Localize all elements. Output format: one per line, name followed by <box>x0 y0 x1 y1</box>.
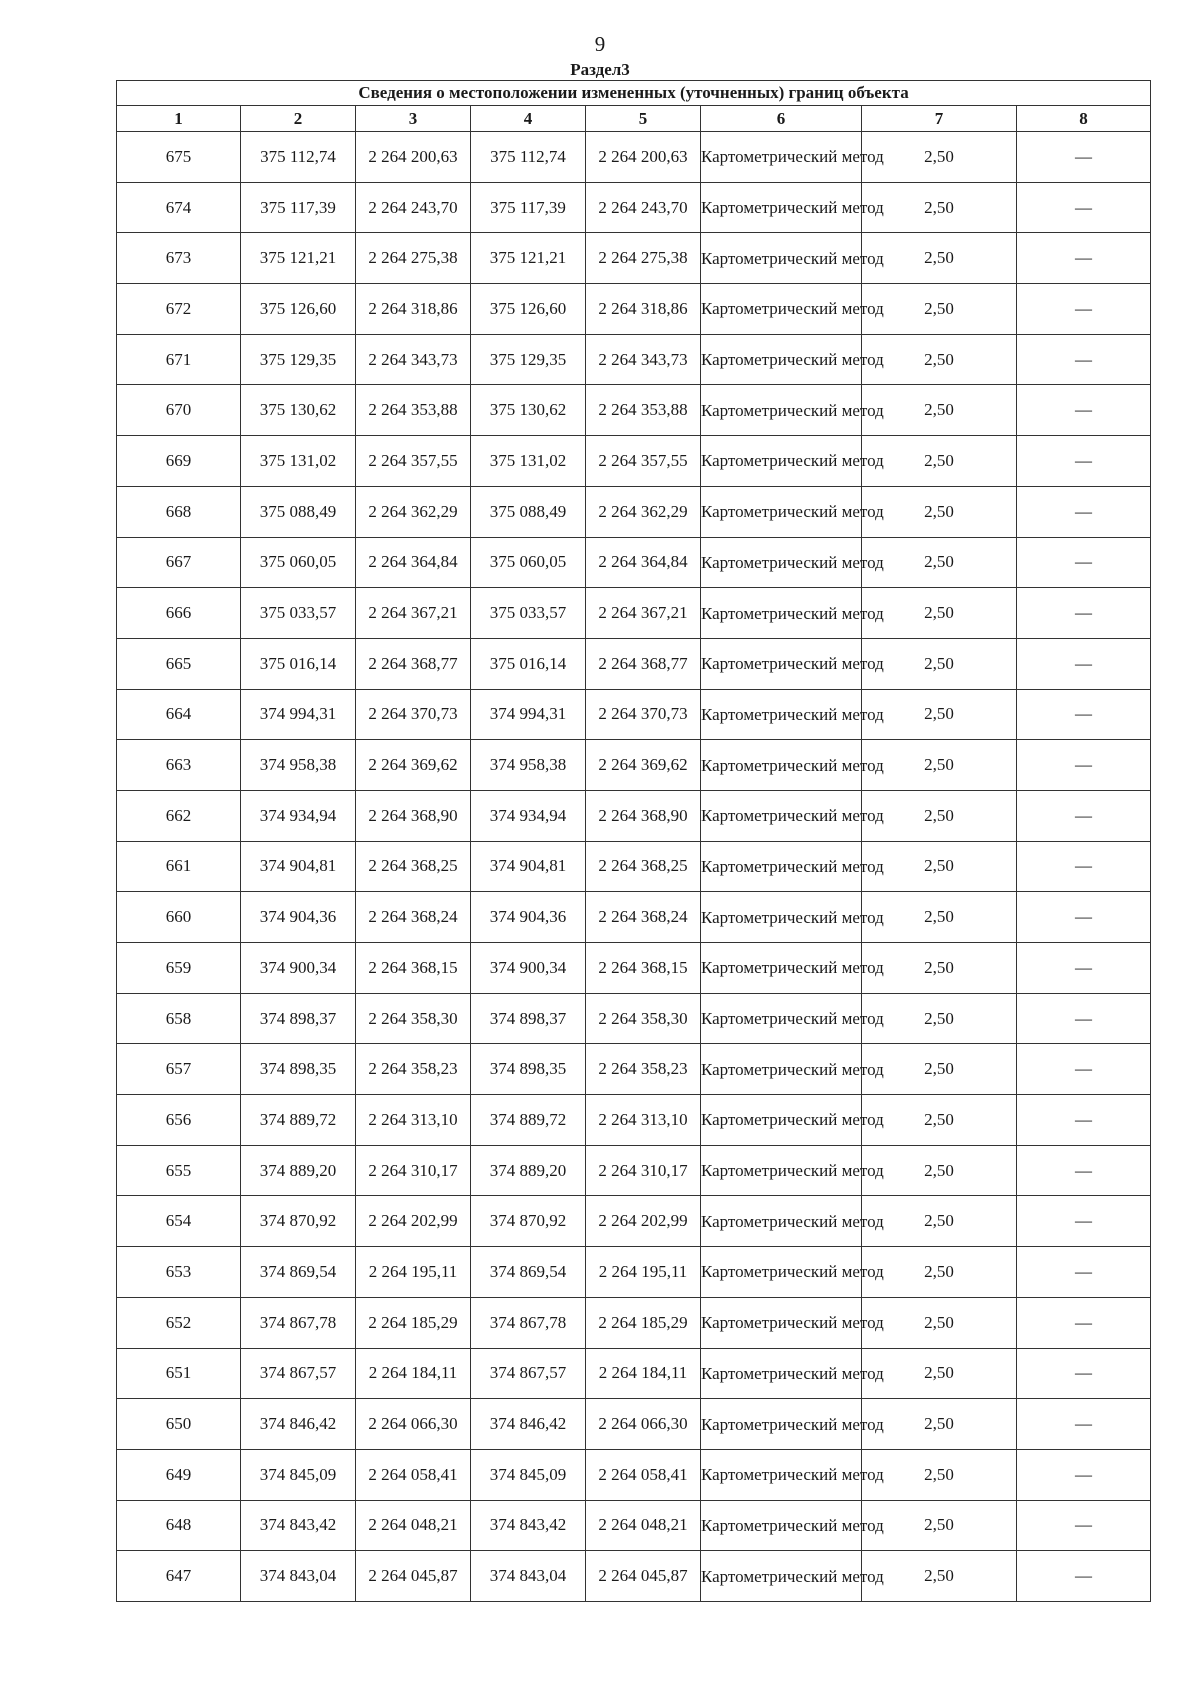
table-row <box>117 1044 1151 1095</box>
cell-x-coordinate-new: 375 117,39 <box>471 182 586 233</box>
cell-point-number: 674 <box>117 182 241 233</box>
table-row <box>117 790 1151 841</box>
cell-note: — <box>1017 1095 1151 1146</box>
cell-y-coordinate-new: 2 264 358,30 <box>586 993 701 1044</box>
cell-note: — <box>1017 1044 1151 1095</box>
cell-y-coordinate-old: 2 264 357,55 <box>356 436 471 487</box>
cell-note: — <box>1017 1196 1151 1247</box>
cell-x-coordinate-new: 375 126,60 <box>471 284 586 335</box>
table-caption: Сведения о местоположении измененных (уточненных) границ объекта <box>117 81 1151 106</box>
cell-y-coordinate-old: 2 264 369,62 <box>356 740 471 791</box>
table-row <box>117 740 1151 791</box>
cell-accuracy: 2,50 <box>862 689 1017 740</box>
cell-accuracy: 2,50 <box>862 385 1017 436</box>
cell-y-coordinate-old: 2 264 184,11 <box>356 1348 471 1399</box>
cell-x-coordinate-old: 374 898,37 <box>241 993 356 1044</box>
table-row <box>117 1399 1151 1450</box>
cell-note: — <box>1017 740 1151 791</box>
cell-y-coordinate-old: 2 264 358,30 <box>356 993 471 1044</box>
cell-accuracy: 2,50 <box>862 993 1017 1044</box>
cell-note: — <box>1017 132 1151 183</box>
cell-accuracy: 2,50 <box>862 790 1017 841</box>
cell-point-number: 647 <box>117 1551 241 1602</box>
table-row <box>117 993 1151 1044</box>
cell-y-coordinate-new: 2 264 318,86 <box>586 284 701 335</box>
cell-y-coordinate-new: 2 264 185,29 <box>586 1297 701 1348</box>
column-header: 8 <box>1017 106 1151 132</box>
cell-accuracy: 2,50 <box>862 284 1017 335</box>
table-row <box>117 233 1151 284</box>
column-header: 6 <box>701 106 862 132</box>
cell-x-coordinate-new: 375 016,14 <box>471 638 586 689</box>
cell-y-coordinate-old: 2 264 368,90 <box>356 790 471 841</box>
cell-accuracy: 2,50 <box>862 486 1017 537</box>
table-row <box>117 132 1151 183</box>
cell-point-number: 661 <box>117 841 241 892</box>
cell-method: Картометрический метод <box>701 638 862 689</box>
cell-point-number: 662 <box>117 790 241 841</box>
cell-method: Картометрический метод <box>701 1297 862 1348</box>
cell-y-coordinate-old: 2 264 066,30 <box>356 1399 471 1450</box>
cell-y-coordinate-old: 2 264 318,86 <box>356 284 471 335</box>
coordinates-table <box>116 80 1151 1602</box>
cell-x-coordinate-new: 374 898,37 <box>471 993 586 1044</box>
cell-y-coordinate-new: 2 264 195,11 <box>586 1247 701 1298</box>
cell-note: — <box>1017 385 1151 436</box>
cell-x-coordinate-new: 375 060,05 <box>471 537 586 588</box>
cell-x-coordinate-new: 374 843,04 <box>471 1551 586 1602</box>
table-row <box>117 537 1151 588</box>
cell-method: Картометрический метод <box>701 233 862 284</box>
cell-method: Картометрический метод <box>701 943 862 994</box>
cell-x-coordinate-old: 374 846,42 <box>241 1399 356 1450</box>
cell-x-coordinate-new: 374 867,57 <box>471 1348 586 1399</box>
cell-method: Картометрический метод <box>701 841 862 892</box>
cell-point-number: 675 <box>117 132 241 183</box>
cell-y-coordinate-old: 2 264 195,11 <box>356 1247 471 1298</box>
cell-method: Картометрический метод <box>701 740 862 791</box>
cell-x-coordinate-old: 374 898,35 <box>241 1044 356 1095</box>
cell-method: Картометрический метод <box>701 1044 862 1095</box>
cell-y-coordinate-old: 2 264 370,73 <box>356 689 471 740</box>
table-row <box>117 385 1151 436</box>
column-header: 1 <box>117 106 241 132</box>
cell-note: — <box>1017 993 1151 1044</box>
cell-y-coordinate-new: 2 264 058,41 <box>586 1449 701 1500</box>
column-header: 2 <box>241 106 356 132</box>
cell-point-number: 650 <box>117 1399 241 1450</box>
cell-y-coordinate-new: 2 264 200,63 <box>586 132 701 183</box>
cell-point-number: 648 <box>117 1500 241 1551</box>
cell-x-coordinate-old: 375 131,02 <box>241 436 356 487</box>
page-number: 9 <box>594 32 606 56</box>
cell-accuracy: 2,50 <box>862 1500 1017 1551</box>
cell-note: — <box>1017 790 1151 841</box>
cell-x-coordinate-new: 374 843,42 <box>471 1500 586 1551</box>
cell-method: Картометрический метод <box>701 1399 862 1450</box>
cell-note: — <box>1017 841 1151 892</box>
cell-method: Картометрический метод <box>701 892 862 943</box>
cell-x-coordinate-old: 375 088,49 <box>241 486 356 537</box>
table-body <box>117 132 1151 1602</box>
cell-note: — <box>1017 943 1151 994</box>
cell-y-coordinate-old: 2 264 353,88 <box>356 385 471 436</box>
cell-point-number: 665 <box>117 638 241 689</box>
table-row <box>117 486 1151 537</box>
cell-method: Картометрический метод <box>701 537 862 588</box>
cell-y-coordinate-new: 2 264 369,62 <box>586 740 701 791</box>
cell-x-coordinate-new: 374 934,94 <box>471 790 586 841</box>
cell-note: — <box>1017 1551 1151 1602</box>
cell-x-coordinate-new: 374 958,38 <box>471 740 586 791</box>
cell-x-coordinate-old: 374 869,54 <box>241 1247 356 1298</box>
cell-x-coordinate-old: 374 900,34 <box>241 943 356 994</box>
cell-method: Картометрический метод <box>701 790 862 841</box>
cell-y-coordinate-old: 2 264 185,29 <box>356 1297 471 1348</box>
cell-method: Картометрический метод <box>701 1196 862 1247</box>
table-row <box>117 1500 1151 1551</box>
cell-accuracy: 2,50 <box>862 1095 1017 1146</box>
cell-y-coordinate-old: 2 264 275,38 <box>356 233 471 284</box>
cell-method: Картометрический метод <box>701 1449 862 1500</box>
cell-point-number: 652 <box>117 1297 241 1348</box>
cell-x-coordinate-new: 374 900,34 <box>471 943 586 994</box>
cell-y-coordinate-new: 2 264 310,17 <box>586 1145 701 1196</box>
cell-x-coordinate-new: 374 889,72 <box>471 1095 586 1146</box>
cell-note: — <box>1017 1348 1151 1399</box>
cell-accuracy: 2,50 <box>862 132 1017 183</box>
cell-y-coordinate-old: 2 264 367,21 <box>356 588 471 639</box>
cell-point-number: 658 <box>117 993 241 1044</box>
table-row <box>117 1095 1151 1146</box>
cell-x-coordinate-new: 374 889,20 <box>471 1145 586 1196</box>
cell-accuracy: 2,50 <box>862 1399 1017 1450</box>
cell-method: Картометрический метод <box>701 284 862 335</box>
cell-accuracy: 2,50 <box>862 638 1017 689</box>
cell-accuracy: 2,50 <box>862 233 1017 284</box>
cell-note: — <box>1017 1145 1151 1196</box>
cell-x-coordinate-old: 374 904,81 <box>241 841 356 892</box>
cell-method: Картометрический метод <box>701 1348 862 1399</box>
cell-x-coordinate-new: 375 129,35 <box>471 334 586 385</box>
cell-y-coordinate-old: 2 264 343,73 <box>356 334 471 385</box>
cell-point-number: 669 <box>117 436 241 487</box>
cell-y-coordinate-new: 2 264 368,24 <box>586 892 701 943</box>
cell-y-coordinate-old: 2 264 313,10 <box>356 1095 471 1146</box>
cell-x-coordinate-old: 374 958,38 <box>241 740 356 791</box>
cell-accuracy: 2,50 <box>862 537 1017 588</box>
cell-point-number: 653 <box>117 1247 241 1298</box>
cell-point-number: 668 <box>117 486 241 537</box>
cell-x-coordinate-old: 374 867,57 <box>241 1348 356 1399</box>
cell-x-coordinate-new: 374 870,92 <box>471 1196 586 1247</box>
cell-y-coordinate-old: 2 264 243,70 <box>356 182 471 233</box>
cell-note: — <box>1017 1297 1151 1348</box>
cell-point-number: 672 <box>117 284 241 335</box>
cell-x-coordinate-new: 374 869,54 <box>471 1247 586 1298</box>
cell-point-number: 667 <box>117 537 241 588</box>
cell-x-coordinate-new: 374 845,09 <box>471 1449 586 1500</box>
cell-y-coordinate-new: 2 264 066,30 <box>586 1399 701 1450</box>
cell-x-coordinate-new: 374 846,42 <box>471 1399 586 1450</box>
cell-point-number: 664 <box>117 689 241 740</box>
cell-x-coordinate-old: 374 845,09 <box>241 1449 356 1500</box>
cell-method: Картометрический метод <box>701 1145 862 1196</box>
cell-x-coordinate-new: 375 088,49 <box>471 486 586 537</box>
cell-x-coordinate-new: 375 033,57 <box>471 588 586 639</box>
cell-point-number: 649 <box>117 1449 241 1500</box>
cell-note: — <box>1017 588 1151 639</box>
table-row <box>117 638 1151 689</box>
cell-method: Картометрический метод <box>701 486 862 537</box>
cell-y-coordinate-old: 2 264 358,23 <box>356 1044 471 1095</box>
cell-y-coordinate-new: 2 264 368,15 <box>586 943 701 994</box>
table-row <box>117 841 1151 892</box>
cell-x-coordinate-new: 374 898,35 <box>471 1044 586 1095</box>
cell-x-coordinate-old: 375 112,74 <box>241 132 356 183</box>
cell-y-coordinate-new: 2 264 368,25 <box>586 841 701 892</box>
table-row <box>117 182 1151 233</box>
cell-method: Картометрический метод <box>701 993 862 1044</box>
cell-y-coordinate-new: 2 264 362,29 <box>586 486 701 537</box>
table-row <box>117 1297 1151 1348</box>
cell-method: Картометрический метод <box>701 588 862 639</box>
cell-accuracy: 2,50 <box>862 892 1017 943</box>
cell-point-number: 655 <box>117 1145 241 1196</box>
cell-y-coordinate-new: 2 264 364,84 <box>586 537 701 588</box>
cell-note: — <box>1017 284 1151 335</box>
table-row <box>117 1449 1151 1500</box>
cell-method: Картометрический метод <box>701 1500 862 1551</box>
cell-accuracy: 2,50 <box>862 1297 1017 1348</box>
cell-accuracy: 2,50 <box>862 943 1017 994</box>
cell-method: Картометрический метод <box>701 182 862 233</box>
cell-note: — <box>1017 334 1151 385</box>
cell-y-coordinate-new: 2 264 313,10 <box>586 1095 701 1146</box>
cell-accuracy: 2,50 <box>862 1196 1017 1247</box>
cell-y-coordinate-old: 2 264 202,99 <box>356 1196 471 1247</box>
column-header-row <box>117 106 1151 132</box>
cell-x-coordinate-new: 374 904,81 <box>471 841 586 892</box>
column-header: 4 <box>471 106 586 132</box>
cell-x-coordinate-old: 375 130,62 <box>241 385 356 436</box>
cell-x-coordinate-old: 374 843,42 <box>241 1500 356 1551</box>
cell-method: Картометрический метод <box>701 1095 862 1146</box>
cell-y-coordinate-new: 2 264 045,87 <box>586 1551 701 1602</box>
cell-note: — <box>1017 1399 1151 1450</box>
cell-y-coordinate-old: 2 264 364,84 <box>356 537 471 588</box>
cell-x-coordinate-old: 375 121,21 <box>241 233 356 284</box>
cell-y-coordinate-new: 2 264 353,88 <box>586 385 701 436</box>
cell-x-coordinate-new: 375 121,21 <box>471 233 586 284</box>
table-row <box>117 1196 1151 1247</box>
cell-note: — <box>1017 638 1151 689</box>
cell-y-coordinate-new: 2 264 184,11 <box>586 1348 701 1399</box>
cell-x-coordinate-old: 374 994,31 <box>241 689 356 740</box>
cell-y-coordinate-new: 2 264 370,73 <box>586 689 701 740</box>
cell-y-coordinate-new: 2 264 202,99 <box>586 1196 701 1247</box>
cell-accuracy: 2,50 <box>862 334 1017 385</box>
cell-x-coordinate-old: 374 870,92 <box>241 1196 356 1247</box>
cell-accuracy: 2,50 <box>862 1145 1017 1196</box>
cell-x-coordinate-old: 375 117,39 <box>241 182 356 233</box>
cell-method: Картометрический метод <box>701 334 862 385</box>
cell-x-coordinate-new: 374 994,31 <box>471 689 586 740</box>
cell-note: — <box>1017 892 1151 943</box>
cell-x-coordinate-old: 375 060,05 <box>241 537 356 588</box>
cell-y-coordinate-new: 2 264 367,21 <box>586 588 701 639</box>
cell-accuracy: 2,50 <box>862 841 1017 892</box>
cell-y-coordinate-old: 2 264 048,21 <box>356 1500 471 1551</box>
table-row <box>117 1348 1151 1399</box>
cell-method: Картометрический метод <box>701 385 862 436</box>
cell-note: — <box>1017 1500 1151 1551</box>
cell-point-number: 657 <box>117 1044 241 1095</box>
cell-note: — <box>1017 486 1151 537</box>
cell-x-coordinate-old: 374 889,72 <box>241 1095 356 1146</box>
column-header: 3 <box>356 106 471 132</box>
cell-note: — <box>1017 1247 1151 1298</box>
cell-method: Картометрический метод <box>701 132 862 183</box>
cell-method: Картометрический метод <box>701 1247 862 1298</box>
cell-point-number: 673 <box>117 233 241 284</box>
cell-point-number: 660 <box>117 892 241 943</box>
cell-method: Картометрический метод <box>701 436 862 487</box>
cell-y-coordinate-old: 2 264 368,77 <box>356 638 471 689</box>
cell-accuracy: 2,50 <box>862 436 1017 487</box>
cell-y-coordinate-new: 2 264 048,21 <box>586 1500 701 1551</box>
cell-y-coordinate-old: 2 264 368,24 <box>356 892 471 943</box>
cell-accuracy: 2,50 <box>862 1247 1017 1298</box>
cell-x-coordinate-old: 375 033,57 <box>241 588 356 639</box>
cell-accuracy: 2,50 <box>862 740 1017 791</box>
cell-x-coordinate-new: 375 130,62 <box>471 385 586 436</box>
section-title: Раздел3 <box>570 60 630 79</box>
table-row <box>117 588 1151 639</box>
table-row <box>117 1145 1151 1196</box>
cell-point-number: 654 <box>117 1196 241 1247</box>
table-row <box>117 892 1151 943</box>
cell-note: — <box>1017 233 1151 284</box>
cell-x-coordinate-new: 375 131,02 <box>471 436 586 487</box>
cell-method: Картометрический метод <box>701 689 862 740</box>
cell-x-coordinate-old: 374 843,04 <box>241 1551 356 1602</box>
cell-y-coordinate-old: 2 264 045,87 <box>356 1551 471 1602</box>
cell-accuracy: 2,50 <box>862 1348 1017 1399</box>
cell-x-coordinate-new: 374 867,78 <box>471 1297 586 1348</box>
cell-y-coordinate-new: 2 264 357,55 <box>586 436 701 487</box>
cell-y-coordinate-old: 2 264 368,15 <box>356 943 471 994</box>
cell-point-number: 671 <box>117 334 241 385</box>
cell-x-coordinate-new: 375 112,74 <box>471 132 586 183</box>
cell-accuracy: 2,50 <box>862 1449 1017 1500</box>
cell-point-number: 663 <box>117 740 241 791</box>
table-row <box>117 1551 1151 1602</box>
cell-method: Картометрический метод <box>701 1551 862 1602</box>
cell-y-coordinate-old: 2 264 058,41 <box>356 1449 471 1500</box>
cell-accuracy: 2,50 <box>862 182 1017 233</box>
cell-y-coordinate-new: 2 264 243,70 <box>586 182 701 233</box>
cell-y-coordinate-new: 2 264 358,23 <box>586 1044 701 1095</box>
cell-point-number: 659 <box>117 943 241 994</box>
cell-note: — <box>1017 1449 1151 1500</box>
table-row <box>117 943 1151 994</box>
cell-point-number: 666 <box>117 588 241 639</box>
cell-y-coordinate-new: 2 264 275,38 <box>586 233 701 284</box>
cell-point-number: 670 <box>117 385 241 436</box>
cell-accuracy: 2,50 <box>862 1551 1017 1602</box>
cell-point-number: 651 <box>117 1348 241 1399</box>
table-row <box>117 689 1151 740</box>
cell-y-coordinate-old: 2 264 368,25 <box>356 841 471 892</box>
cell-x-coordinate-old: 374 904,36 <box>241 892 356 943</box>
cell-x-coordinate-new: 374 904,36 <box>471 892 586 943</box>
cell-y-coordinate-old: 2 264 362,29 <box>356 486 471 537</box>
table-row <box>117 334 1151 385</box>
cell-note: — <box>1017 182 1151 233</box>
cell-y-coordinate-new: 2 264 368,90 <box>586 790 701 841</box>
cell-x-coordinate-old: 374 867,78 <box>241 1297 356 1348</box>
cell-accuracy: 2,50 <box>862 1044 1017 1095</box>
cell-point-number: 656 <box>117 1095 241 1146</box>
cell-accuracy: 2,50 <box>862 588 1017 639</box>
cell-x-coordinate-old: 375 129,35 <box>241 334 356 385</box>
cell-y-coordinate-old: 2 264 310,17 <box>356 1145 471 1196</box>
table-row <box>117 284 1151 335</box>
cell-y-coordinate-new: 2 264 368,77 <box>586 638 701 689</box>
column-header: 7 <box>862 106 1017 132</box>
cell-y-coordinate-old: 2 264 200,63 <box>356 132 471 183</box>
table-row <box>117 1247 1151 1298</box>
cell-note: — <box>1017 436 1151 487</box>
cell-x-coordinate-old: 375 016,14 <box>241 638 356 689</box>
cell-x-coordinate-old: 374 889,20 <box>241 1145 356 1196</box>
cell-x-coordinate-old: 374 934,94 <box>241 790 356 841</box>
cell-note: — <box>1017 689 1151 740</box>
cell-x-coordinate-old: 375 126,60 <box>241 284 356 335</box>
cell-note: — <box>1017 537 1151 588</box>
cell-y-coordinate-new: 2 264 343,73 <box>586 334 701 385</box>
table-row <box>117 436 1151 487</box>
column-header: 5 <box>586 106 701 132</box>
